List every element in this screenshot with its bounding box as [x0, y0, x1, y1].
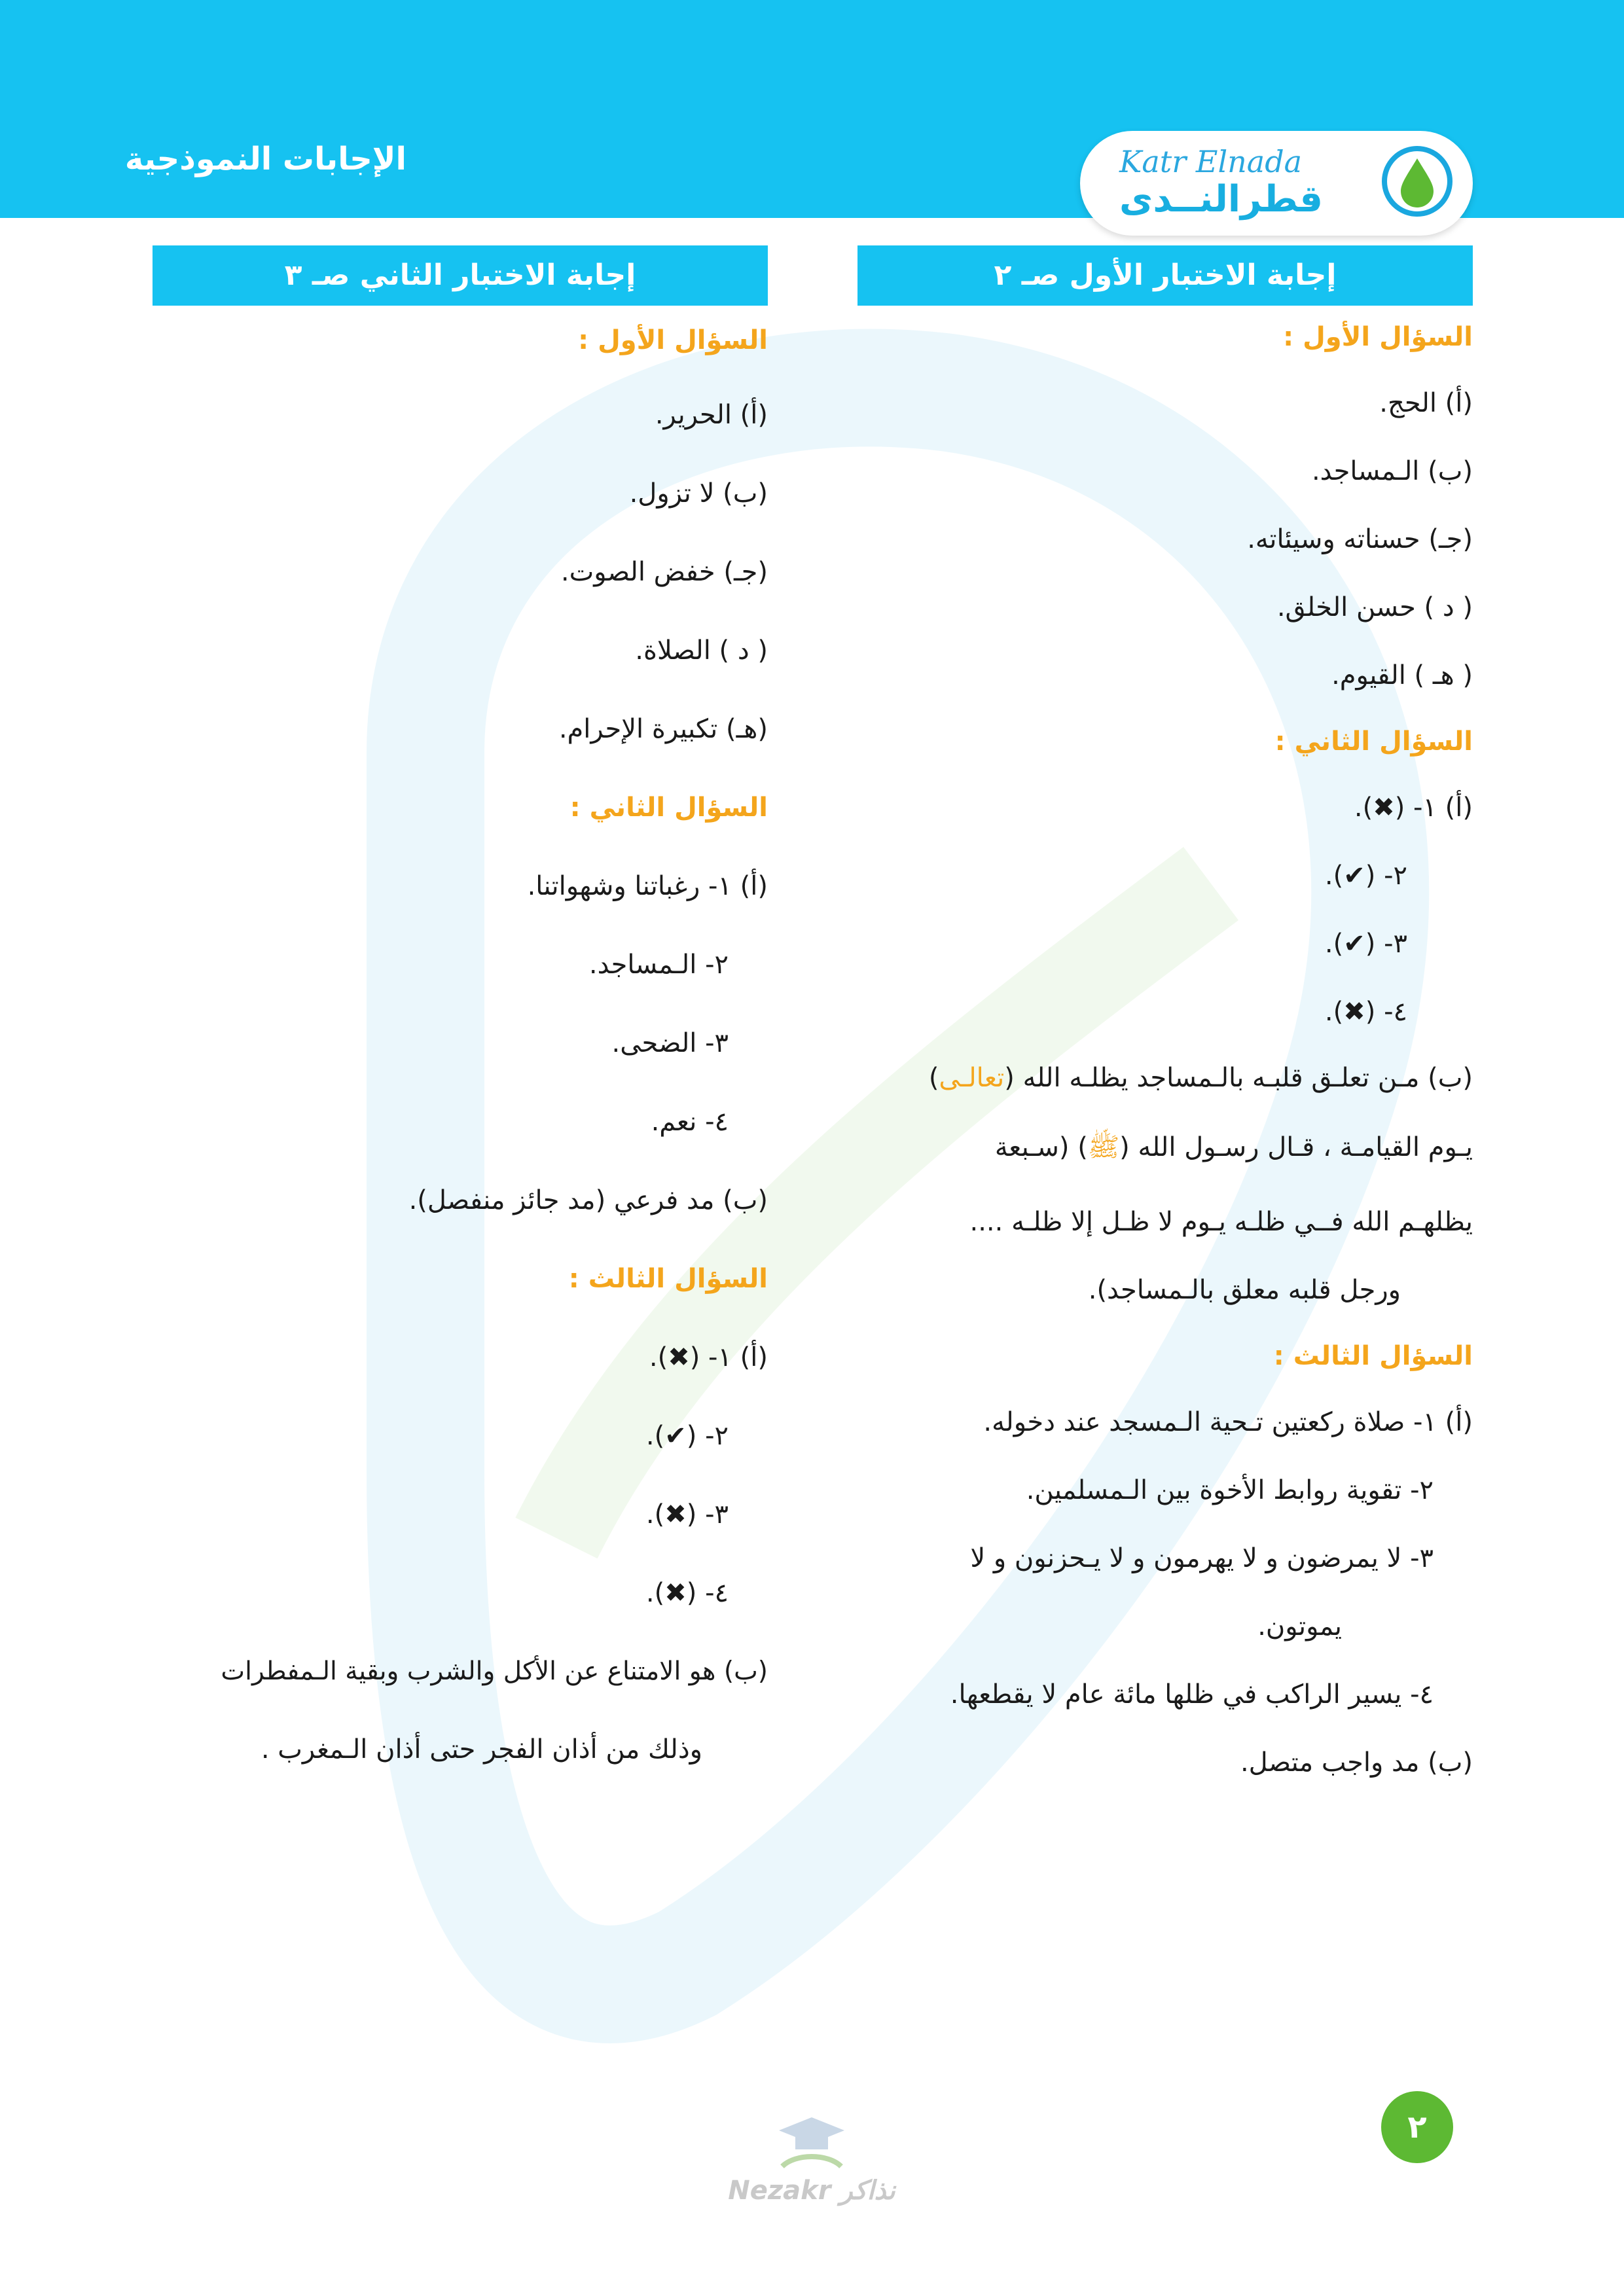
answer-line: ٤- يسير الراكب في ظلها مائة عام لا يقطعها. — [950, 1679, 1434, 1710]
footer-site-logo — [720, 2114, 903, 2212]
answer-line: ٤- (✖). — [645, 1578, 729, 1608]
answer-line: ورجل قلبه معلق بالـمساجد). — [1088, 1275, 1401, 1305]
answer-line — [857, 1063, 1473, 1093]
answer-line: ٢- (✔). — [645, 1421, 729, 1451]
pbuh-symbol: ﷺ — [1087, 1132, 1120, 1162]
answer-line: (أ) ١- رغباتنا وشهواتنا. — [527, 871, 768, 901]
answer-line: ٣- (✔). — [1324, 929, 1407, 959]
answer-line: ٤- نعم. — [651, 1107, 729, 1137]
logo-arabic: قطرالنــدى — [1119, 178, 1324, 221]
answer-line — [857, 1131, 1473, 1169]
answer-line: (أ) ١- (✖). — [1354, 793, 1473, 823]
section-title: السؤال الثاني : — [1274, 726, 1473, 757]
answer-line: (جـ) حسناته وسيئاته. — [1247, 524, 1473, 554]
answer-line: ٤- (✖). — [1324, 997, 1407, 1027]
text-part: يـوم القيامـة ، قـال رسـول الله ( — [1119, 1132, 1473, 1162]
answer-line: يظلهـم الله فــي ظلـه يـوم لا ظـل إلا ظلـه .... — [969, 1207, 1473, 1237]
answer-line: ٣- الضحى. — [611, 1028, 729, 1058]
answer-line: (أ) الحج. — [1379, 388, 1473, 418]
text-part: ) — [928, 1063, 939, 1093]
answer-line: (أ) ١- صلاة ركعتين تـحية الـمسجد عند دخوله. — [983, 1407, 1473, 1437]
graduation-cap-icon — [776, 2114, 848, 2173]
answer-line: ( د ) الصلاة. — [635, 636, 768, 666]
answer-line: (هـ) تكبيرة الإحرام. — [558, 714, 768, 744]
answer-line: (جـ) خفض الصوت. — [560, 557, 768, 587]
text-part: ) (سـبعة — [994, 1132, 1088, 1162]
answer-line: (أ) الحرير. — [655, 400, 768, 430]
answer-line: (ب) مد فرعي (مد جائز منفصل). — [408, 1185, 768, 1215]
answer-line: ٢- الـمساجد. — [588, 950, 729, 980]
section-title: السؤال الثالث : — [1273, 1341, 1473, 1371]
answer-line: (ب) مد واجب متصل. — [1240, 1748, 1473, 1778]
answer-line: (ب) الـمساجد. — [1311, 456, 1473, 486]
answer-line: ٢- (✔). — [1324, 861, 1407, 891]
answer-line: يموتون. — [1257, 1611, 1342, 1641]
section-title: السؤال الأول : — [1283, 322, 1473, 352]
section-title: السؤال الثالث : — [568, 1264, 768, 1294]
water-drop-icon — [1381, 145, 1453, 217]
answer-line: (ب) لا تزول. — [629, 478, 768, 509]
answer-line: ٣- (✖). — [645, 1499, 729, 1530]
answer-line: ٣- لا يمرضون و لا يهرمون و لا يـحزنون و لا — [970, 1543, 1434, 1573]
page-title: الإجابات النموذجية — [124, 141, 406, 177]
logo-english: Katr Elnada — [1119, 144, 1303, 179]
answer-line: ٢- تقوية روابط الأخوة بين الـمسلمين. — [1026, 1475, 1434, 1505]
footer-logo-text: Nezakr نذاكر — [728, 2176, 895, 2206]
answer-line: (أ) ١- (✖). — [649, 1342, 768, 1372]
answer-column-test-2 — [153, 245, 768, 1765]
section-title: السؤال الأول : — [578, 325, 768, 355]
brand-logo — [1080, 131, 1473, 236]
highlight-text: تعالـى — [939, 1063, 1005, 1093]
page-number-badge: ٢ — [1381, 2091, 1453, 2163]
column-header: إجابة الاختبار الأول صـ ٢ — [857, 245, 1473, 306]
answer-column-test-1 — [857, 245, 1473, 1778]
answer-line: (ب) هو الامتناع عن الأكل والشرب وبقية الـمفطرات — [221, 1657, 768, 1686]
text-part: (ب) مـن تعلـق قلبـه بالـمساجد يظلـه الله ( — [1004, 1063, 1473, 1093]
section-title: السؤال الثاني : — [569, 793, 768, 823]
answer-line: وذلك من أذان الفجر حتى أذان الـمغرب . — [261, 1734, 702, 1765]
answer-line: ( هـ ) القيوم. — [1331, 660, 1473, 691]
column-header: إجابة الاختبار الثاني صـ ٣ — [153, 245, 768, 306]
answer-line: ( د ) حسن الخلق. — [1276, 592, 1473, 622]
